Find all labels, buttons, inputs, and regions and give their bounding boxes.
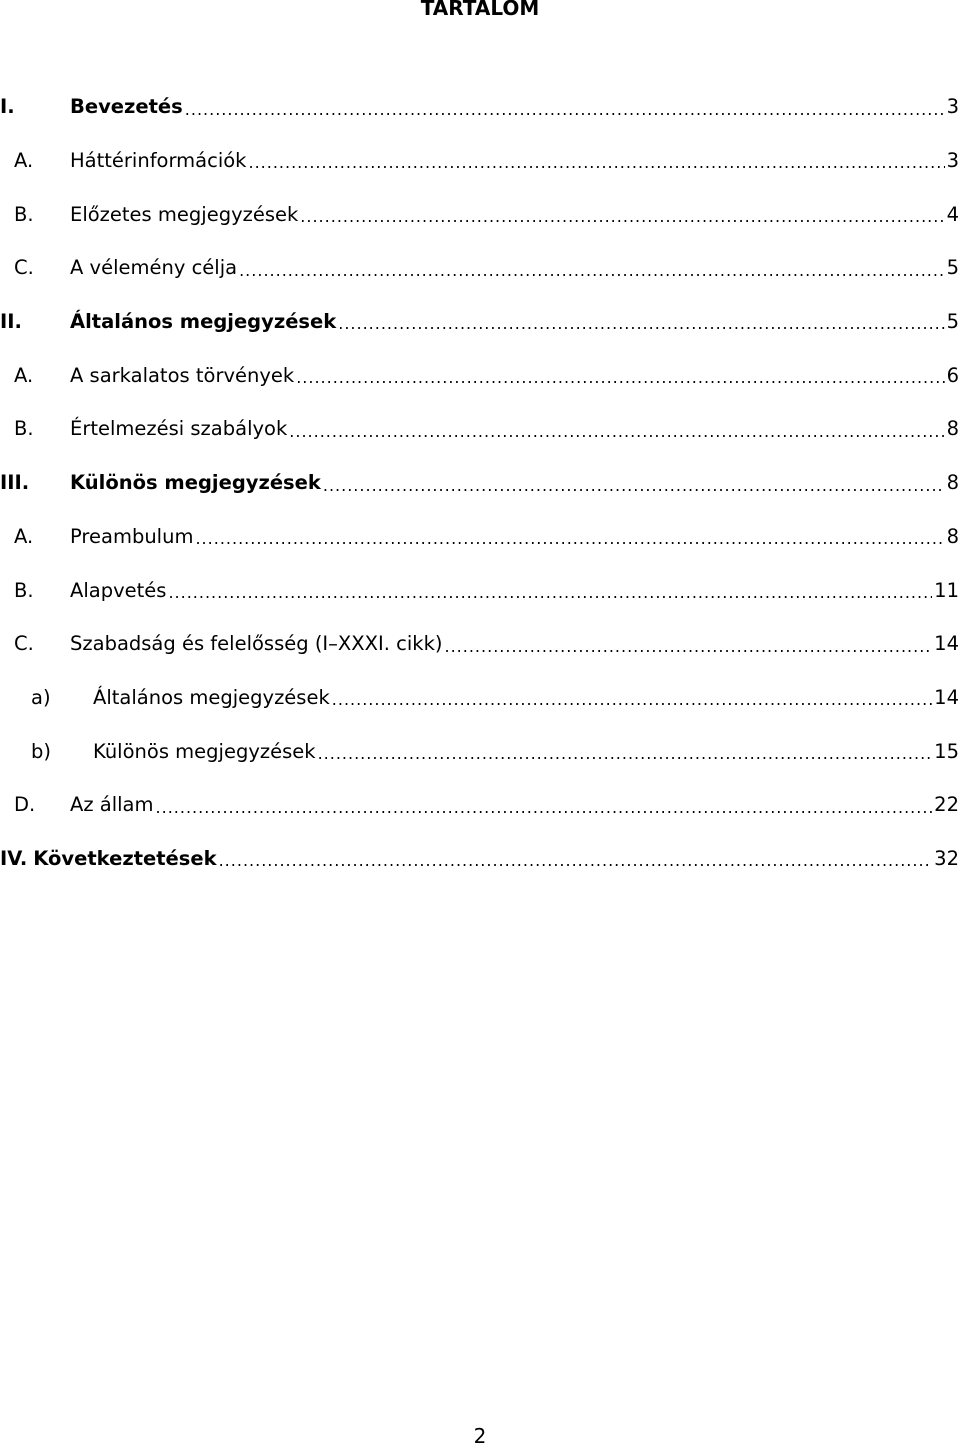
entry-number: II. (0, 310, 22, 334)
entry-page: 14 (934, 632, 959, 656)
entry-title: Általános megjegyzések (70, 310, 337, 334)
entry-number: D. (14, 793, 36, 817)
entry-number: C. (14, 256, 34, 280)
entry-title: A sarkalatos törvények (70, 363, 295, 387)
entry-title: Különös megjegyzések (93, 739, 316, 763)
entry-title: Előzetes megjegyzések (70, 202, 299, 226)
dot-leader (323, 476, 945, 510)
entry-page: 3 (946, 149, 959, 173)
entry-title: Általános megjegyzések (93, 685, 330, 709)
dot-leader (168, 583, 932, 617)
entry-title: Következtetések (33, 846, 217, 870)
table-of-contents (0, 80, 960, 885)
entry-page: 8 (946, 417, 959, 441)
toc-entry[interactable] (0, 671, 960, 725)
dot-leader (195, 529, 944, 563)
entry-page: 3 (946, 95, 959, 119)
entry-title: Különös megjegyzések (70, 471, 321, 495)
toc-entry[interactable] (0, 187, 960, 241)
entry-number: a) (31, 685, 51, 709)
entry-number: C. (14, 632, 34, 656)
toc-title: TARTALOM (420, 0, 540, 20)
entry-page: 32 (934, 846, 959, 870)
toc-entry[interactable] (0, 778, 960, 832)
dot-leader (289, 422, 944, 456)
dot-leader (185, 100, 945, 134)
entry-title: Háttérinformációk (70, 149, 247, 173)
toc-entry-kulonos[interactable] (0, 456, 960, 510)
dot-leader (332, 690, 932, 724)
entry-title: Értelmezési szabályok (70, 417, 288, 441)
entry-page: 11 (934, 578, 959, 602)
entry-number: A. (14, 524, 34, 548)
dot-leader (318, 744, 933, 778)
entry-page: 4 (946, 202, 959, 226)
entry-title: Preambulum (70, 524, 194, 548)
entry-number: I. (0, 95, 15, 119)
toc-entry[interactable] (0, 134, 960, 188)
dot-leader (445, 637, 933, 671)
entry-title: Alapvetés (70, 578, 167, 602)
entry-number: III. (0, 471, 30, 495)
dot-leader (248, 153, 944, 187)
toc-entry[interactable] (0, 724, 960, 778)
entry-page: 5 (946, 310, 959, 334)
entry-title: Bevezetés (70, 95, 183, 119)
entry-page: 6 (946, 363, 959, 387)
toc-entry[interactable] (0, 241, 960, 295)
entry-number: b) (31, 739, 51, 763)
entry-page: 15 (934, 739, 959, 763)
toc-entry[interactable] (0, 402, 960, 456)
entry-title: Az állam (70, 793, 154, 817)
dot-leader (338, 314, 944, 348)
entry-number: B. (14, 202, 34, 226)
toc-entry[interactable] (0, 617, 960, 671)
toc-entry-bevezetes[interactable] (0, 80, 960, 134)
entry-page: 22 (934, 793, 959, 817)
toc-entry[interactable] (0, 348, 960, 402)
entry-number: A. (14, 363, 34, 387)
toc-entry[interactable] (0, 510, 960, 564)
toc-entry-kovetkeztetesek[interactable] (0, 832, 960, 886)
entry-page: 14 (934, 685, 959, 709)
entry-number: IV. (0, 846, 28, 870)
toc-entry-altalanos[interactable] (0, 295, 960, 349)
entry-page: 8 (946, 471, 959, 495)
toc-entry[interactable] (0, 563, 960, 617)
entry-page: 8 (946, 524, 959, 548)
entry-number: A. (14, 149, 34, 173)
entry-title: A vélemény célja (70, 256, 238, 280)
dot-leader (156, 798, 933, 832)
dot-leader (300, 207, 944, 241)
dot-leader (239, 261, 944, 295)
entry-number: B. (14, 578, 34, 602)
entry-title: Szabadság és felelősség (I–XXXI. cikk) (70, 632, 443, 656)
dot-leader (219, 851, 933, 885)
entry-page: 5 (946, 256, 959, 280)
page-number: 2 (473, 1424, 487, 1448)
entry-number: B. (14, 417, 34, 441)
dot-leader (296, 368, 944, 402)
